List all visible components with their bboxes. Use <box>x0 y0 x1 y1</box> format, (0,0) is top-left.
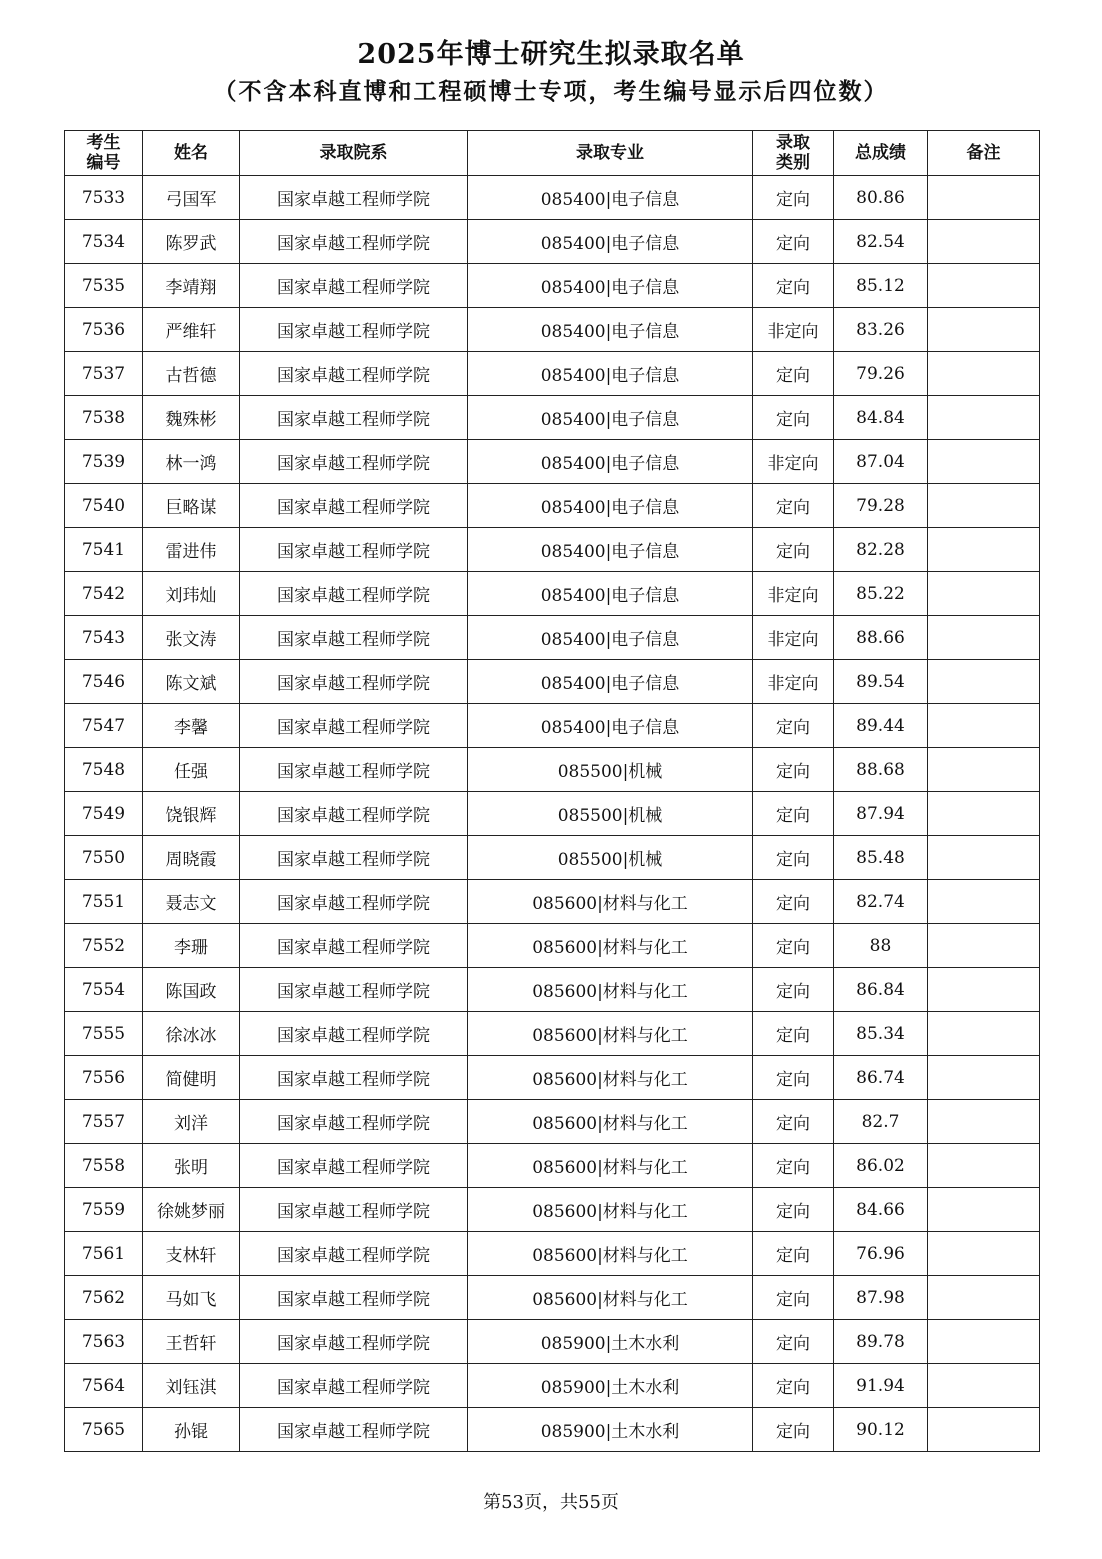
cell-candidate-id: 7557 <box>65 1100 143 1144</box>
cell-candidate-id: 7547 <box>65 704 143 748</box>
cell-name: 李靖翔 <box>143 264 240 308</box>
cell-admission-type: 非定向 <box>753 616 834 660</box>
cell-candidate-id: 7552 <box>65 924 143 968</box>
cell-total-score: 88.68 <box>834 748 928 792</box>
table-row <box>65 264 1040 308</box>
cell-major: 085900|土木水利 <box>468 1408 753 1452</box>
cell-major: 085600|材料与化工 <box>468 1188 753 1232</box>
cell-candidate-id: 7564 <box>65 1364 143 1408</box>
cell-total-score: 86.84 <box>834 968 928 1012</box>
cell-department: 国家卓越工程师学院 <box>240 616 468 660</box>
admission-table <box>64 130 1040 1452</box>
table-row <box>65 352 1040 396</box>
cell-admission-type: 定向 <box>753 264 834 308</box>
cell-total-score: 76.96 <box>834 1232 928 1276</box>
table-header <box>65 131 1040 176</box>
cell-major: 085400|电子信息 <box>468 352 753 396</box>
cell-remarks <box>928 1144 1040 1188</box>
cell-department: 国家卓越工程师学院 <box>240 308 468 352</box>
table-row <box>65 572 1040 616</box>
header-candidate-id <box>65 131 143 176</box>
table-row <box>65 660 1040 704</box>
cell-total-score: 82.28 <box>834 528 928 572</box>
cell-name: 陈罗武 <box>143 220 240 264</box>
cell-name: 陈文斌 <box>143 660 240 704</box>
table-row <box>65 1056 1040 1100</box>
header-admission-type-line1: 录取 <box>776 133 810 153</box>
cell-name: 徐姚梦丽 <box>143 1188 240 1232</box>
cell-major: 085400|电子信息 <box>468 396 753 440</box>
table-row <box>65 220 1040 264</box>
table-row <box>65 836 1040 880</box>
cell-remarks <box>928 1012 1040 1056</box>
cell-remarks <box>928 1232 1040 1276</box>
cell-name: 陈国政 <box>143 968 240 1012</box>
cell-admission-type: 定向 <box>753 1012 834 1056</box>
cell-major: 085500|机械 <box>468 748 753 792</box>
cell-remarks <box>928 880 1040 924</box>
cell-admission-type: 定向 <box>753 968 834 1012</box>
cell-admission-type: 定向 <box>753 748 834 792</box>
cell-major: 085400|电子信息 <box>468 264 753 308</box>
cell-major: 085600|材料与化工 <box>468 1056 753 1100</box>
cell-department: 国家卓越工程师学院 <box>240 924 468 968</box>
cell-candidate-id: 7537 <box>65 352 143 396</box>
cell-department: 国家卓越工程师学院 <box>240 968 468 1012</box>
cell-admission-type: 定向 <box>753 1408 834 1452</box>
cell-total-score: 90.12 <box>834 1408 928 1452</box>
cell-admission-type: 定向 <box>753 396 834 440</box>
cell-department: 国家卓越工程师学院 <box>240 1320 468 1364</box>
cell-total-score: 80.86 <box>834 176 928 220</box>
cell-remarks <box>928 1276 1040 1320</box>
cell-candidate-id: 7556 <box>65 1056 143 1100</box>
cell-name: 张明 <box>143 1144 240 1188</box>
cell-name: 饶银辉 <box>143 792 240 836</box>
table-row <box>65 1188 1040 1232</box>
cell-admission-type: 定向 <box>753 484 834 528</box>
cell-admission-type: 定向 <box>753 1056 834 1100</box>
cell-candidate-id: 7549 <box>65 792 143 836</box>
cell-admission-type: 定向 <box>753 792 834 836</box>
cell-remarks <box>928 264 1040 308</box>
cell-remarks <box>928 660 1040 704</box>
cell-department: 国家卓越工程师学院 <box>240 1144 468 1188</box>
table-row <box>65 616 1040 660</box>
cell-name: 弓国军 <box>143 176 240 220</box>
cell-department: 国家卓越工程师学院 <box>240 1408 468 1452</box>
cell-candidate-id: 7563 <box>65 1320 143 1364</box>
cell-candidate-id: 7554 <box>65 968 143 1012</box>
cell-total-score: 85.34 <box>834 1012 928 1056</box>
cell-remarks <box>928 308 1040 352</box>
cell-admission-type: 定向 <box>753 352 834 396</box>
cell-candidate-id: 7536 <box>65 308 143 352</box>
cell-total-score: 82.74 <box>834 880 928 924</box>
cell-major: 085500|机械 <box>468 836 753 880</box>
table-row <box>65 748 1040 792</box>
cell-total-score: 85.48 <box>834 836 928 880</box>
cell-department: 国家卓越工程师学院 <box>240 1364 468 1408</box>
cell-admission-type: 定向 <box>753 1320 834 1364</box>
cell-admission-type: 定向 <box>753 1144 834 1188</box>
cell-admission-type: 定向 <box>753 880 834 924</box>
page-number: 第53页，共55页 <box>483 1492 619 1513</box>
cell-name: 孙锟 <box>143 1408 240 1452</box>
cell-remarks <box>928 440 1040 484</box>
cell-candidate-id: 7546 <box>65 660 143 704</box>
cell-admission-type: 定向 <box>753 1232 834 1276</box>
table-row <box>65 440 1040 484</box>
cell-remarks <box>928 1364 1040 1408</box>
header-candidate-id-line1: 考生 <box>86 133 121 153</box>
cell-total-score: 88 <box>834 924 928 968</box>
cell-candidate-id: 7538 <box>65 396 143 440</box>
cell-major: 085600|材料与化工 <box>468 924 753 968</box>
cell-department: 国家卓越工程师学院 <box>240 704 468 748</box>
cell-total-score: 84.66 <box>834 1188 928 1232</box>
cell-name: 刘玮灿 <box>143 572 240 616</box>
header-department: 录取院系 <box>240 131 468 176</box>
cell-major: 085400|电子信息 <box>468 440 753 484</box>
cell-major: 085600|材料与化工 <box>468 1276 753 1320</box>
cell-department: 国家卓越工程师学院 <box>240 880 468 924</box>
cell-remarks <box>928 176 1040 220</box>
cell-total-score: 84.84 <box>834 396 928 440</box>
cell-name: 李珊 <box>143 924 240 968</box>
header-remarks: 备注 <box>928 131 1040 176</box>
cell-remarks <box>928 484 1040 528</box>
cell-admission-type: 定向 <box>753 924 834 968</box>
cell-candidate-id: 7561 <box>65 1232 143 1276</box>
cell-department: 国家卓越工程师学院 <box>240 1056 468 1100</box>
cell-admission-type: 定向 <box>753 1364 834 1408</box>
cell-admission-type: 定向 <box>753 220 834 264</box>
cell-department: 国家卓越工程师学院 <box>240 1232 468 1276</box>
cell-department: 国家卓越工程师学院 <box>240 396 468 440</box>
cell-major: 085600|材料与化工 <box>468 1232 753 1276</box>
cell-remarks <box>928 792 1040 836</box>
cell-major: 085400|电子信息 <box>468 176 753 220</box>
cell-remarks <box>928 1100 1040 1144</box>
cell-major: 085600|材料与化工 <box>468 1012 753 1056</box>
cell-admission-type: 定向 <box>753 1100 834 1144</box>
cell-department: 国家卓越工程师学院 <box>240 836 468 880</box>
cell-candidate-id: 7562 <box>65 1276 143 1320</box>
cell-name: 张文涛 <box>143 616 240 660</box>
table-row <box>65 1408 1040 1452</box>
cell-name: 马如飞 <box>143 1276 240 1320</box>
table-row <box>65 528 1040 572</box>
cell-total-score: 82.7 <box>834 1100 928 1144</box>
cell-remarks <box>928 1320 1040 1364</box>
table-row <box>65 176 1040 220</box>
cell-name: 古哲德 <box>143 352 240 396</box>
cell-major: 085400|电子信息 <box>468 528 753 572</box>
cell-candidate-id: 7548 <box>65 748 143 792</box>
table-row <box>65 484 1040 528</box>
cell-major: 085600|材料与化工 <box>468 968 753 1012</box>
cell-major: 085600|材料与化工 <box>468 1100 753 1144</box>
cell-remarks <box>928 1408 1040 1452</box>
cell-department: 国家卓越工程师学院 <box>240 572 468 616</box>
cell-admission-type: 定向 <box>753 1276 834 1320</box>
table-row <box>65 308 1040 352</box>
cell-total-score: 89.78 <box>834 1320 928 1364</box>
cell-candidate-id: 7540 <box>65 484 143 528</box>
cell-department: 国家卓越工程师学院 <box>240 352 468 396</box>
cell-name: 雷进伟 <box>143 528 240 572</box>
cell-name: 严维轩 <box>143 308 240 352</box>
cell-remarks <box>928 528 1040 572</box>
cell-candidate-id: 7565 <box>65 1408 143 1452</box>
cell-admission-type: 非定向 <box>753 308 834 352</box>
cell-department: 国家卓越工程师学院 <box>240 176 468 220</box>
cell-total-score: 86.02 <box>834 1144 928 1188</box>
table-row <box>65 704 1040 748</box>
cell-major: 085900|土木水利 <box>468 1320 753 1364</box>
cell-major: 085400|电子信息 <box>468 220 753 264</box>
cell-remarks <box>928 1188 1040 1232</box>
cell-name: 林一鸿 <box>143 440 240 484</box>
cell-department: 国家卓越工程师学院 <box>240 748 468 792</box>
cell-major: 085400|电子信息 <box>468 660 753 704</box>
cell-total-score: 79.26 <box>834 352 928 396</box>
header-major: 录取专业 <box>468 131 753 176</box>
cell-total-score: 85.22 <box>834 572 928 616</box>
cell-major: 085400|电子信息 <box>468 308 753 352</box>
cell-name: 周晓霞 <box>143 836 240 880</box>
header-admission-type <box>753 131 834 176</box>
cell-candidate-id: 7555 <box>65 1012 143 1056</box>
cell-admission-type: 定向 <box>753 836 834 880</box>
cell-remarks <box>928 396 1040 440</box>
cell-name: 刘洋 <box>143 1100 240 1144</box>
cell-admission-type: 定向 <box>753 176 834 220</box>
cell-total-score: 86.74 <box>834 1056 928 1100</box>
cell-total-score: 91.94 <box>834 1364 928 1408</box>
cell-total-score: 87.04 <box>834 440 928 484</box>
cell-remarks <box>928 924 1040 968</box>
cell-name: 王哲轩 <box>143 1320 240 1364</box>
header-name: 姓名 <box>143 131 240 176</box>
cell-candidate-id: 7551 <box>65 880 143 924</box>
cell-total-score: 83.26 <box>834 308 928 352</box>
table-row <box>65 1276 1040 1320</box>
cell-department: 国家卓越工程师学院 <box>240 484 468 528</box>
cell-candidate-id: 7535 <box>65 264 143 308</box>
cell-major: 085600|材料与化工 <box>468 1144 753 1188</box>
cell-total-score: 85.12 <box>834 264 928 308</box>
cell-candidate-id: 7542 <box>65 572 143 616</box>
cell-admission-type: 非定向 <box>753 572 834 616</box>
table-body <box>65 176 1040 1452</box>
cell-candidate-id: 7539 <box>65 440 143 484</box>
table-row <box>65 1232 1040 1276</box>
cell-name: 魏殊彬 <box>143 396 240 440</box>
cell-major: 085400|电子信息 <box>468 484 753 528</box>
header-candidate-id-line2: 编号 <box>86 153 121 173</box>
table-row <box>65 792 1040 836</box>
cell-department: 国家卓越工程师学院 <box>240 792 468 836</box>
cell-remarks <box>928 572 1040 616</box>
header-admission-type-line2: 类别 <box>776 153 810 173</box>
cell-major: 085400|电子信息 <box>468 572 753 616</box>
table-row <box>65 924 1040 968</box>
cell-major: 085400|电子信息 <box>468 704 753 748</box>
cell-total-score: 82.54 <box>834 220 928 264</box>
cell-admission-type: 定向 <box>753 704 834 748</box>
cell-department: 国家卓越工程师学院 <box>240 1100 468 1144</box>
cell-total-score: 87.94 <box>834 792 928 836</box>
header-row <box>65 131 1040 176</box>
cell-total-score: 87.98 <box>834 1276 928 1320</box>
cell-major: 085400|电子信息 <box>468 616 753 660</box>
cell-department: 国家卓越工程师学院 <box>240 264 468 308</box>
cell-remarks <box>928 748 1040 792</box>
cell-remarks <box>928 968 1040 1012</box>
cell-major: 085600|材料与化工 <box>468 880 753 924</box>
cell-total-score: 89.54 <box>834 660 928 704</box>
cell-remarks <box>928 220 1040 264</box>
cell-remarks <box>928 616 1040 660</box>
cell-admission-type: 非定向 <box>753 660 834 704</box>
table-row <box>65 1144 1040 1188</box>
table-row <box>65 880 1040 924</box>
cell-remarks <box>928 836 1040 880</box>
document-title: 2025年博士研究生拟录取名单 <box>357 39 745 70</box>
cell-total-score: 89.44 <box>834 704 928 748</box>
cell-candidate-id: 7534 <box>65 220 143 264</box>
cell-admission-type: 定向 <box>753 528 834 572</box>
cell-department: 国家卓越工程师学院 <box>240 1012 468 1056</box>
cell-candidate-id: 7558 <box>65 1144 143 1188</box>
cell-department: 国家卓越工程师学院 <box>240 440 468 484</box>
cell-department: 国家卓越工程师学院 <box>240 1188 468 1232</box>
cell-name: 聂志文 <box>143 880 240 924</box>
cell-candidate-id: 7543 <box>65 616 143 660</box>
table-row <box>65 1320 1040 1364</box>
table-row <box>65 968 1040 1012</box>
document-subtitle: （不含本科直博和工程硕博士专项，考生编号显示后四位数） <box>213 78 889 105</box>
cell-remarks <box>928 352 1040 396</box>
cell-name: 支林轩 <box>143 1232 240 1276</box>
table-row <box>65 1364 1040 1408</box>
cell-name: 李馨 <box>143 704 240 748</box>
cell-remarks <box>928 704 1040 748</box>
cell-candidate-id: 7559 <box>65 1188 143 1232</box>
cell-department: 国家卓越工程师学院 <box>240 528 468 572</box>
table-row <box>65 1100 1040 1144</box>
cell-name: 巨略谋 <box>143 484 240 528</box>
cell-department: 国家卓越工程师学院 <box>240 220 468 264</box>
cell-name: 刘钰淇 <box>143 1364 240 1408</box>
table-row <box>65 1012 1040 1056</box>
cell-candidate-id: 7541 <box>65 528 143 572</box>
header-total-score: 总成绩 <box>834 131 928 176</box>
cell-major: 085500|机械 <box>468 792 753 836</box>
cell-candidate-id: 7550 <box>65 836 143 880</box>
cell-name: 徐冰冰 <box>143 1012 240 1056</box>
cell-name: 任强 <box>143 748 240 792</box>
cell-department: 国家卓越工程师学院 <box>240 1276 468 1320</box>
cell-total-score: 88.66 <box>834 616 928 660</box>
cell-department: 国家卓越工程师学院 <box>240 660 468 704</box>
cell-total-score: 79.28 <box>834 484 928 528</box>
cell-admission-type: 非定向 <box>753 440 834 484</box>
cell-major: 085900|土木水利 <box>468 1364 753 1408</box>
cell-admission-type: 定向 <box>753 1188 834 1232</box>
cell-candidate-id: 7533 <box>65 176 143 220</box>
cell-remarks <box>928 1056 1040 1100</box>
cell-name: 简健明 <box>143 1056 240 1100</box>
table-row <box>65 396 1040 440</box>
